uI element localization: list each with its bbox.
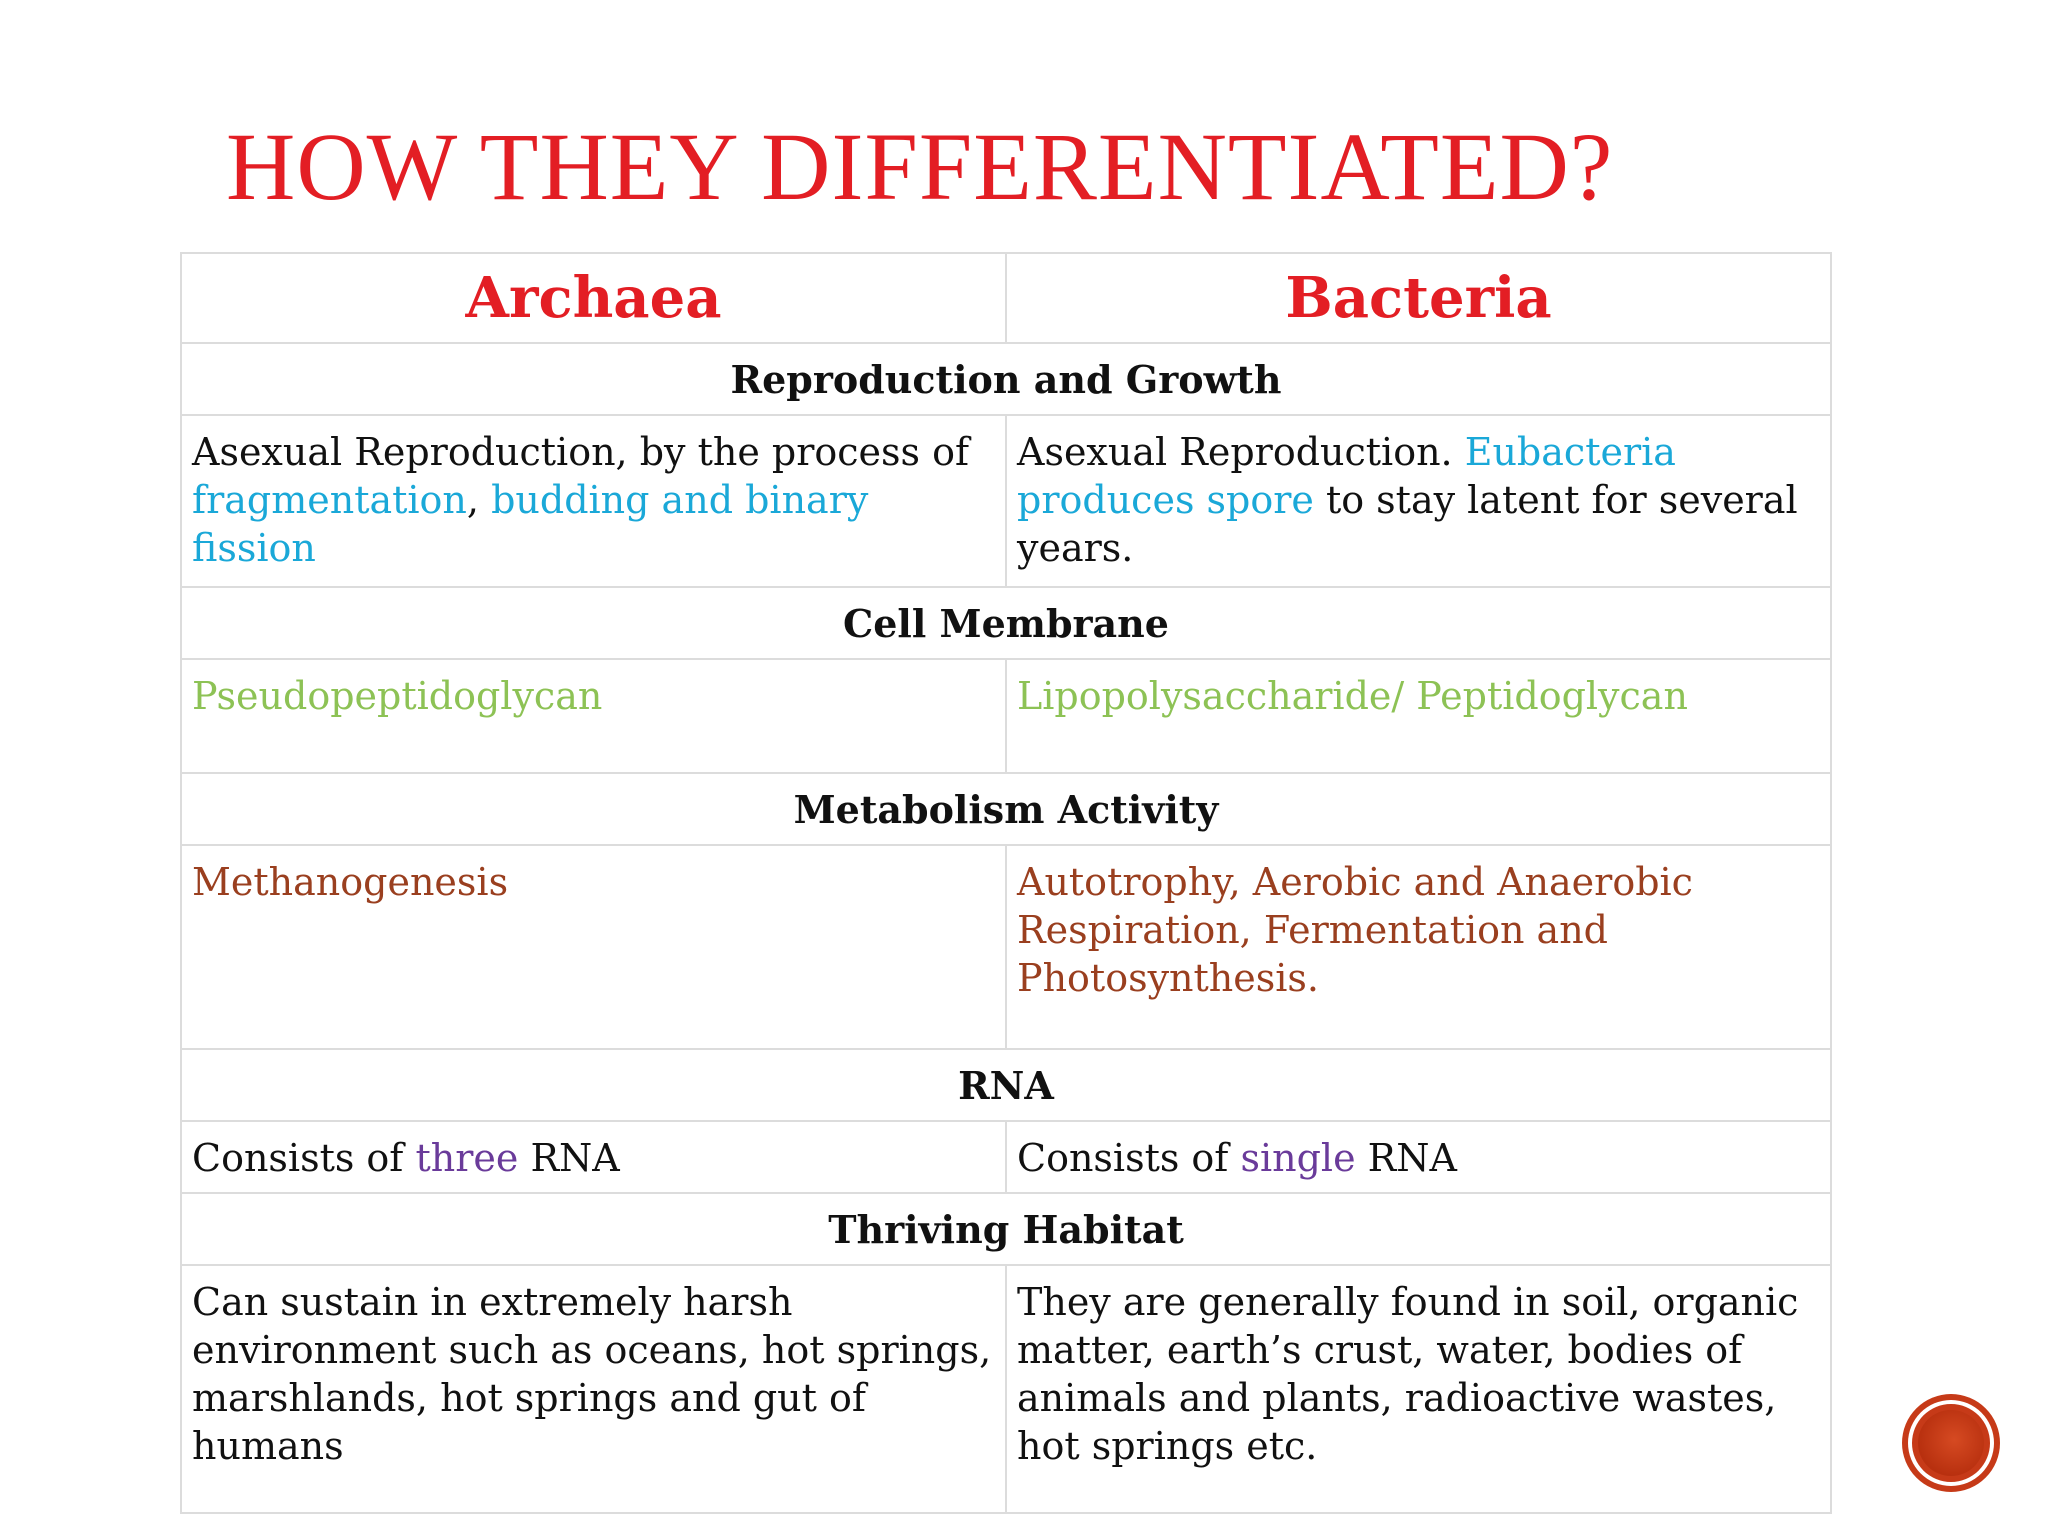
column-header-bacteria: Bacteria	[1006, 253, 1831, 343]
cell-text: Consists of	[192, 1136, 416, 1180]
header-row	[181, 253, 1831, 343]
table-row	[181, 1121, 1831, 1193]
cell-archaea-membrane: Pseudopeptidoglycan	[181, 659, 1006, 773]
table-row	[181, 659, 1831, 773]
cell-text: Consists of	[1017, 1136, 1241, 1180]
cell-text: to stay latent for several years.	[1017, 478, 1798, 570]
cell-archaea-reproduction	[181, 415, 1006, 587]
section-row-reproduction	[181, 343, 1831, 415]
column-header-archaea: Archaea	[181, 253, 1006, 343]
cell-bacteria-metabolism: Autotrophy, Aerobic and Anaerobic Respiration, Fermentation and Photosynthesis.	[1006, 845, 1831, 1049]
cell-bacteria-reproduction	[1006, 415, 1831, 587]
cell-bacteria-habitat: They are generally found in soil, organic matter, earth’s crust, water, bodies of animals and plants, radioactive wastes, hot springs etc.	[1006, 1265, 1831, 1513]
table-row	[181, 415, 1831, 587]
section-title-metabolism: Metabolism Activity	[181, 773, 1831, 845]
cell-archaea-metabolism: Methanogenesis	[181, 845, 1006, 1049]
section-title-membrane: Cell Membrane	[181, 587, 1831, 659]
section-title-habitat: Thriving Habitat	[181, 1193, 1831, 1265]
section-row-metabolism	[181, 773, 1831, 845]
section-row-habitat	[181, 1193, 1831, 1265]
table-row	[181, 845, 1831, 1049]
cell-text: Asexual Reproduction, by the process of	[192, 430, 970, 474]
cell-text: ,	[466, 478, 492, 522]
cell-text: Asexual Reproduction.	[1017, 430, 1465, 474]
highlight-text: three	[415, 1136, 519, 1180]
section-row-membrane	[181, 587, 1831, 659]
cell-archaea-rna	[181, 1121, 1006, 1193]
section-row-rna	[181, 1049, 1831, 1121]
cell-bacteria-rna	[1006, 1121, 1831, 1193]
cell-bacteria-membrane: Lipopolysaccharide/ Peptidoglycan	[1006, 659, 1831, 773]
highlight-text: Eubacteria produces spore	[1017, 430, 1676, 522]
next-slide-button[interactable]	[1908, 1400, 1994, 1486]
highlight-text: single	[1240, 1136, 1356, 1180]
highlight-text: fragmentation	[192, 478, 467, 522]
cell-archaea-habitat: Can sustain in extremely harsh environment such as oceans, hot springs, marshlands, hot springs and gut of humans	[181, 1265, 1006, 1513]
table-row	[181, 1265, 1831, 1513]
section-title-reproduction: Reproduction and Growth	[181, 343, 1831, 415]
highlight-text: budding and binary fission	[192, 478, 869, 570]
section-title-rna: RNA	[181, 1049, 1831, 1121]
cell-text: RNA	[1355, 1136, 1457, 1180]
slide-title: HOW THEY DIFFERENTIATED?	[226, 113, 1614, 220]
comparison-table	[180, 252, 1832, 1514]
cell-text: RNA	[518, 1136, 620, 1180]
